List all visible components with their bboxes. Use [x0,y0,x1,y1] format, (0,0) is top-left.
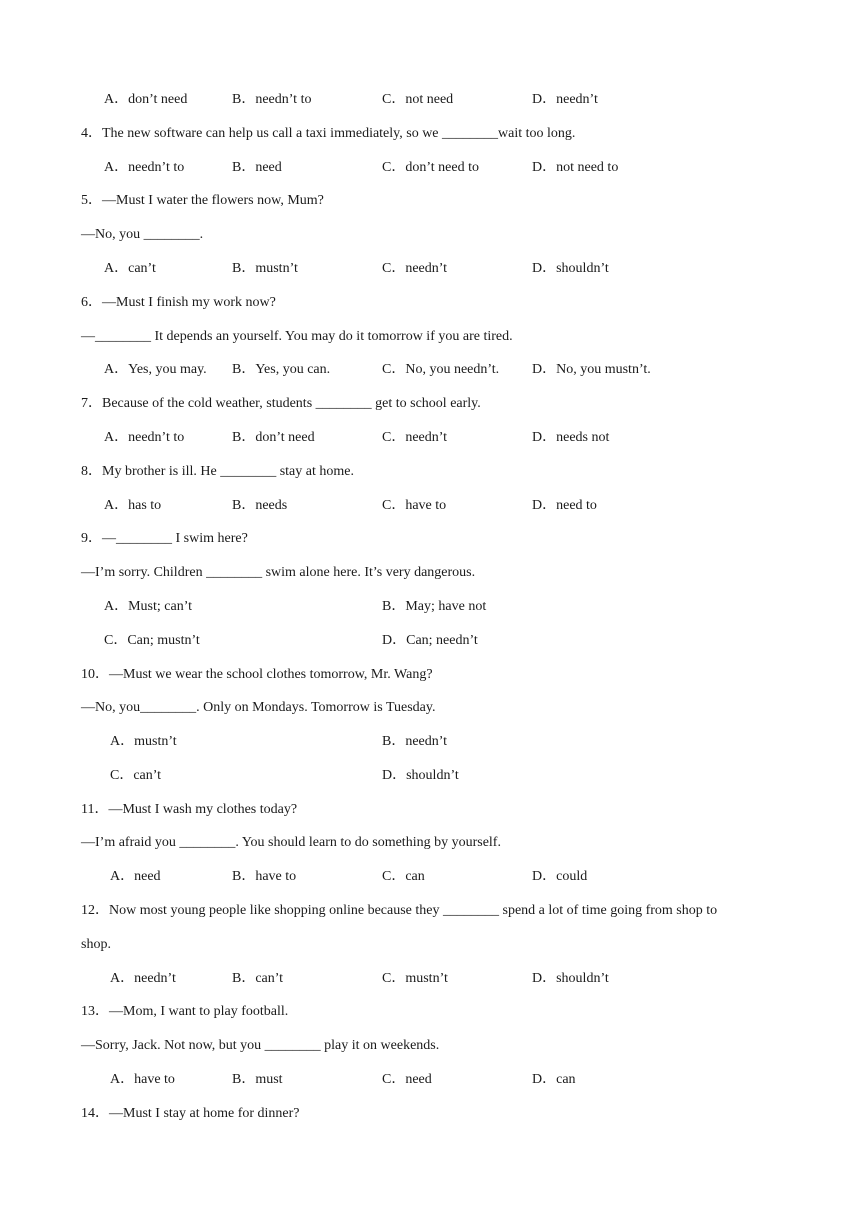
answer-option: C．needn’t [382,261,448,276]
question-text: —No, you ________. [81,227,204,242]
answer-option: D．shouldn’t [382,768,459,783]
answer-option: A．Yes, you may. [104,362,207,377]
question-text: 10．—Must we wear the school clothes tomorrow, Mr. Wang? [81,667,433,682]
answer-option: B．need [232,160,282,175]
question-text: 13．—Mom, I want to play football. [81,1004,289,1019]
answer-option: C．No, you needn’t. [382,362,500,377]
answer-option: A．needn’t [110,971,176,986]
question-text: 6．—Must I finish my work now? [81,295,276,310]
answer-option: C．mustn’t [382,971,448,986]
answer-option: D．needn’t [532,92,598,107]
answer-option: B．don’t need [232,430,315,445]
question-text: 8．My brother is ill. He ________ stay at home. [81,464,354,479]
answer-option: A．needn’t to [104,430,185,445]
question-text: 5．—Must I water the flowers now, Mum? [81,193,324,208]
answer-option: B．must [232,1072,283,1087]
answer-option: C．can [382,869,425,884]
question-text: 7．Because of the cold weather, students ________ get to school early. [81,396,481,411]
answer-option: A．need [110,869,161,884]
answer-option: D．Can; needn’t [382,633,478,648]
answer-option: C．not need [382,92,454,107]
answer-option: D．needs not [532,430,610,445]
answer-option: A．needn’t to [104,160,185,175]
question-text: —Sorry, Jack. Not now, but you ________ play it on weekends. [81,1038,440,1053]
answer-option: A．don’t need [104,92,188,107]
answer-option: C．can’t [110,768,162,783]
answer-option: D．shouldn’t [532,971,609,986]
answer-option: A．Must; can’t [104,599,193,614]
answer-option: B．can’t [232,971,284,986]
question-text: —No, you________. Only on Mondays. Tomorrow is Tuesday. [81,700,436,715]
answer-option: D．can [532,1072,576,1087]
question-text: —I’m sorry. Children ________ swim alone here. It’s very dangerous. [81,565,476,580]
question-text: —________ It depends an yourself. You may do it tomorrow if you are tired. [81,329,513,344]
answer-option: A．mustn’t [110,734,177,749]
question-text: 12．Now most young people like shopping online because they ________ spend a lot of time going from shop to [81,903,718,918]
question-text: shop. [81,937,111,952]
answer-option: D．not need to [532,160,619,175]
answer-option: D．need to [532,498,597,513]
answer-option: A．can’t [104,261,156,276]
answer-option: B．mustn’t [232,261,298,276]
answer-option: C．Can; mustn’t [104,633,200,648]
question-text: 9．—________ I swim here? [81,531,248,546]
question-text: 11．—Must I wash my clothes today? [81,802,298,817]
answer-option: B．May; have not [382,599,487,614]
answer-option: D．shouldn’t [532,261,609,276]
answer-option: B．needn’t [382,734,448,749]
question-text: —I’m afraid you ________. You should learn to do something by yourself. [81,835,501,850]
question-text: 14．—Must I stay at home for dinner? [81,1106,300,1121]
answer-option: A．has to [104,498,162,513]
answer-option: C．don’t need to [382,160,479,175]
answer-option: B．needn’t to [232,92,312,107]
answer-option: C．have to [382,498,447,513]
answer-option: B．have to [232,869,297,884]
answer-option: C．needn’t [382,430,448,445]
answer-option: C．need [382,1072,432,1087]
answer-option: B．Yes, you can. [232,362,331,377]
answer-option: A．have to [110,1072,175,1087]
answer-option: D．could [532,869,588,884]
question-text: 4．The new software can help us call a taxi immediately, so we ________wait too long. [81,126,576,141]
answer-option: D．No, you mustn’t. [532,362,651,377]
answer-option: B．needs [232,498,288,513]
